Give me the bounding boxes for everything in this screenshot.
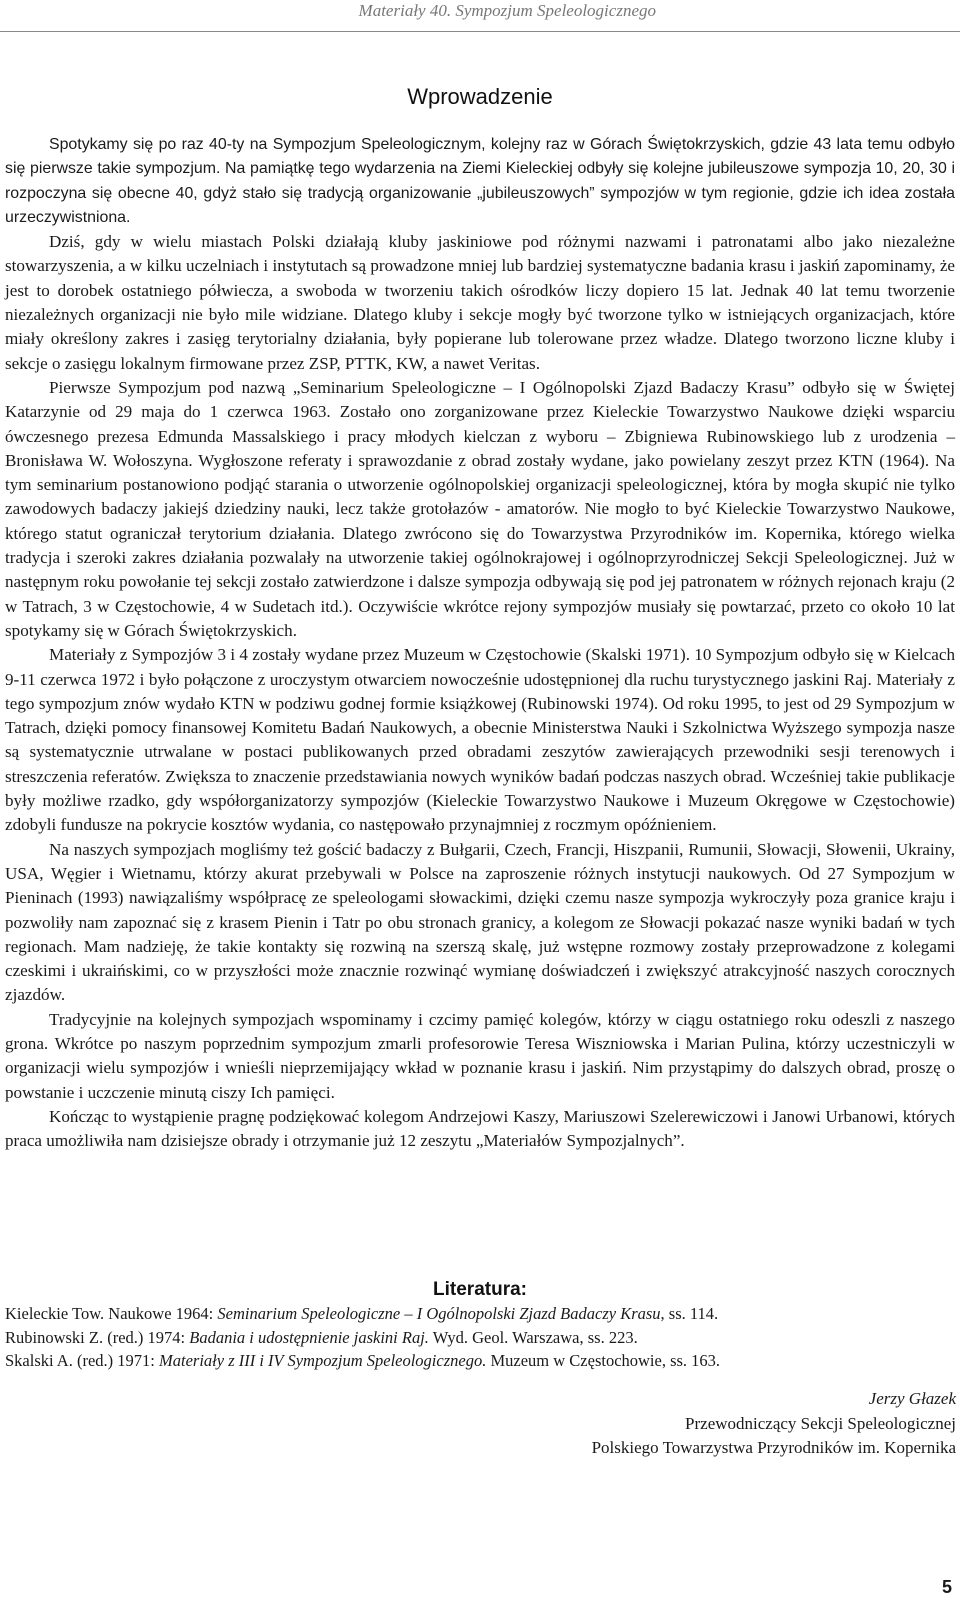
running-title: Materiały 40. Sympozjum Speleologicznego: [358, 1, 656, 20]
paragraph-7: Kończąc to wystąpienie pragnę podziękować kolegom Andrzejowi Kaszy, Mariuszowi Szelerewiczowi i Janowi Urbanowi, których praca umożliwiła nam dzisiejsze obrady i otrzymanie już 12 zeszytu „Materiałów Sympozjalnych”.: [5, 1106, 955, 1151]
author-name: Jerzy Głazek: [868, 1389, 956, 1408]
reference-item: [5, 1349, 955, 1373]
reference-title: Materiały z III i IV Sympozjum Speleologicznego.: [159, 1351, 487, 1370]
signature-block: [592, 1387, 956, 1461]
article-body: [5, 133, 955, 1153]
author-role: Przewodniczący Sekcji Speleologicznej: [685, 1413, 956, 1433]
paragraph-5: Na naszych sympozjach mogliśmy też gościć badaczy z Bułgarii, Czech, Francji, Hiszpanii, Rumunii, Słowacji, Słowenii, Ukrainy, USA, Węgier i Wietnamu, którzy akurat przebywali w Polsce na zaproszenie różnych instytucji naukowych. Od 27 Sympozjum w Pieninach (1993) nawiązaliśmy współpracę ze speleologami słowackimi, dzięki czemu nasze sympozja wykroczyły poza granice kraju i pozwoliły nam zapoznać się z krasem Pienin i Tatr po obu stronach granicy, a kolegom ze Słowacji pokazać nasze wyniki badań w tych regionach. Mam nadzieję, że takie kontakty się rozwiną na szerszą skalę, już wstępne rozmowy zostały przeprowadzone z kolegami czeskimi i ukraińskimi, co w przyszłości może znacznie rozwinąć wymianę doświadczeń i zwiększyć atrakcyjność naszych corocznych zjazdów.: [5, 839, 955, 1005]
paragraph-3: Pierwsze Sympozjum pod nazwą „Seminarium Speleologiczne – I Ogólnopolski Zjazd Badaczy Krasu” odbyło się w Świętej Katarzynie od 29 maja do 1 czerwca 1963. Zostało ono zorganizowane przez Kieleckie Towarzystwo Naukowe dzięki wsparciu ówczesnego prezesa Edmunda Massalskiego i pracy młodych kielczan z wyboru – Zbigniewa Rubinowskiego lub z urodzenia – Bronisława W. Wołoszyna. Wygłoszone referaty i sprawozdanie z obrad zostały wydane, jako powielany zeszyt przez KTN (1964). Na tym seminarium postanowiono podjąć starania o utworzenie ogólnopolskiej organizacji speleologicznej, która by mogła skupić nie tylko zawodowych badaczy jakiejś dziedziny nauki, lecz także grotołazów - amatorów. Nie mogło to być Kieleckie Towarzystwo Naukowe, którego statut ograniczał terytorium działania. Dlatego zwrócono się do Towarzystwa Przyrodników im. Kopernika, którego wielka tradycja i szeroki zakres działania pozwalały na utworzenie takiej ogólnokrajowej i ogólnoprzyrodniczej Sekcji Speleologicznej. Już w następnym roku powołanie tej sekcji zostało zatwierdzone i dalsze sympozja odbywają się pod jej patronatem w różnych rejonach kraju (2 w Tatrach, 3 w Częstochowie, 4 w Sudetach itd.). Oczywiście wkrótce rejony sympozjów musiały się powtarzać, przeto co około 10 lat spotykamy się w Górach Świętokrzyskich.: [5, 377, 955, 640]
reference-title: Seminarium Speleologiczne – I Ogólnopolski Zjazd Badaczy Krasu: [217, 1304, 661, 1323]
paragraph-2: Dziś, gdy w wielu miastach Polski działają kluby jaskiniowe pod różnymi nazwami i patronatami albo jako niezależne stowarzyszenia, a w kilku uczelniach i instytutach są prowadzone mniej lub bardziej systematyczne badania krasu i jaskiń zapominamy, że jest to dorobek ostatniego półwiecza, a swoboda w tworzeniu takich ośrodków liczy dopiero 15 lat. Jednak 40 lat temu tworzenie niezależnych organizacji nie było mile widziane. Dlatego kluby i sekcje mogły być tworzone tylko w istniejących organizacjach, które miały określony zakres i zasięg terytorialny działania, były popierane lub tolerowane przez władze. Dlatego tworzono liczne kluby i sekcje o zasięgu lokalnym firmowane przez ZSP, PTTK, KW, a nawet Veritas.: [5, 232, 955, 373]
paragraph-1: Spotykamy się po raz 40-ty na Sympozjum Speleologicznym, kolejny raz w Górach Świętokrzyskich, gdzie 43 lata temu odbyło się pierwsze takie sympozjum. Na pamiątkę tego wydarzenia na Ziemi Kieleckiej odbyły się kolejne jubileuszowe sympozja 10, 20, 30 i rozpoczyna się obecne 40, gdyż stało się tradycją organizowanie „jubileuszowych” sympozjów w tym regionie, gdzie ich idea została urzeczywistniona.: [5, 136, 955, 226]
reference-author: Rubinowski Z. (red.) 1974:: [5, 1327, 190, 1347]
page-number: 5: [941, 1577, 952, 1597]
reference-author: Kieleckie Tow. Naukowe 1964:: [5, 1304, 218, 1323]
reference-author: Skalski A. (red.) 1971:: [5, 1351, 159, 1370]
paragraph-4: Materiały z Sympozjów 3 i 4 zostały wydane przez Muzeum w Częstochowie (Skalski 1971). 10 Sympozjum odbyło się w Kielcach 9-11 czerwca 1972 i było połączone z uroczystym otwarciem nowocześnie udostępnionej dla ruchu turystycznego jaskini Raj. Materiały z tego sympozjum znów wydało KTN w podziwu godnej formie książkowej (Rubinowski 1974). Od roku 1995, to jest od 29 Sympozjum w Tatrach, dzięki pomocy finansowej Komitetu Badań Naukowych, a obecnie Ministerstwa Nauki i Szkolnictwa Wyższego sympozja nasze są systematycznie utrwalane w postaci publikowanych przed obradami zeszytów zawierających przewodniki sesji terenowych i streszczenia referatów. Zwiększa to znaczenie przedstawiania nowych wyników badań podczas naszych obrad. Wcześniej takie publikacje były możliwe rzadko, gdy współorganizatorzy sympozjów (Kieleckie Towarzystwo Naukowe i Muzeum Okręgowe w Częstochowie) zdobyli fundusze na pokrycie kosztów wydania, co następowało przynajmniej z roczmym opóźnieniem.: [5, 645, 955, 835]
literature-heading: Literatura:: [433, 1279, 527, 1300]
reference-details: Muzeum w Częstochowie, ss. 163.: [486, 1351, 721, 1370]
paragraph-6: Tradycyjnie na kolejnych sympozjach wspominamy i czcimy pamięć kolegów, którzy w ciągu ostatniego roku odeszli z naszego grona. Wkrótce po naszym poprzednim sympozjum zmarli profesorowie Teresa Wiszniowska i Marian Pulina, którzy uczestniczyli w organizacji wielu sympozjów i wnieśli nieprzemijający wkład w poznanie krasu i jaskiń. Nim przystąpimy do dalszych obrad, proszę o powstanie i uczczenie minutą ciszy Ich pamięci.: [5, 1009, 955, 1102]
reference-details: Wyd. Geol. Warszawa, ss. 223.: [428, 1327, 638, 1347]
running-header: [0, 0, 960, 32]
reference-list: [5, 1302, 955, 1373]
page-title: Wprowadzenie: [407, 84, 553, 109]
reference-title: Badania i udostępnienie jaskini Raj.: [189, 1327, 429, 1347]
reference-item: [5, 1326, 955, 1350]
reference-details: , ss. 114.: [660, 1304, 719, 1323]
reference-item: [5, 1302, 955, 1326]
author-organization: Polskiego Towarzystwa Przyrodników im. Kopernika: [591, 1438, 956, 1457]
